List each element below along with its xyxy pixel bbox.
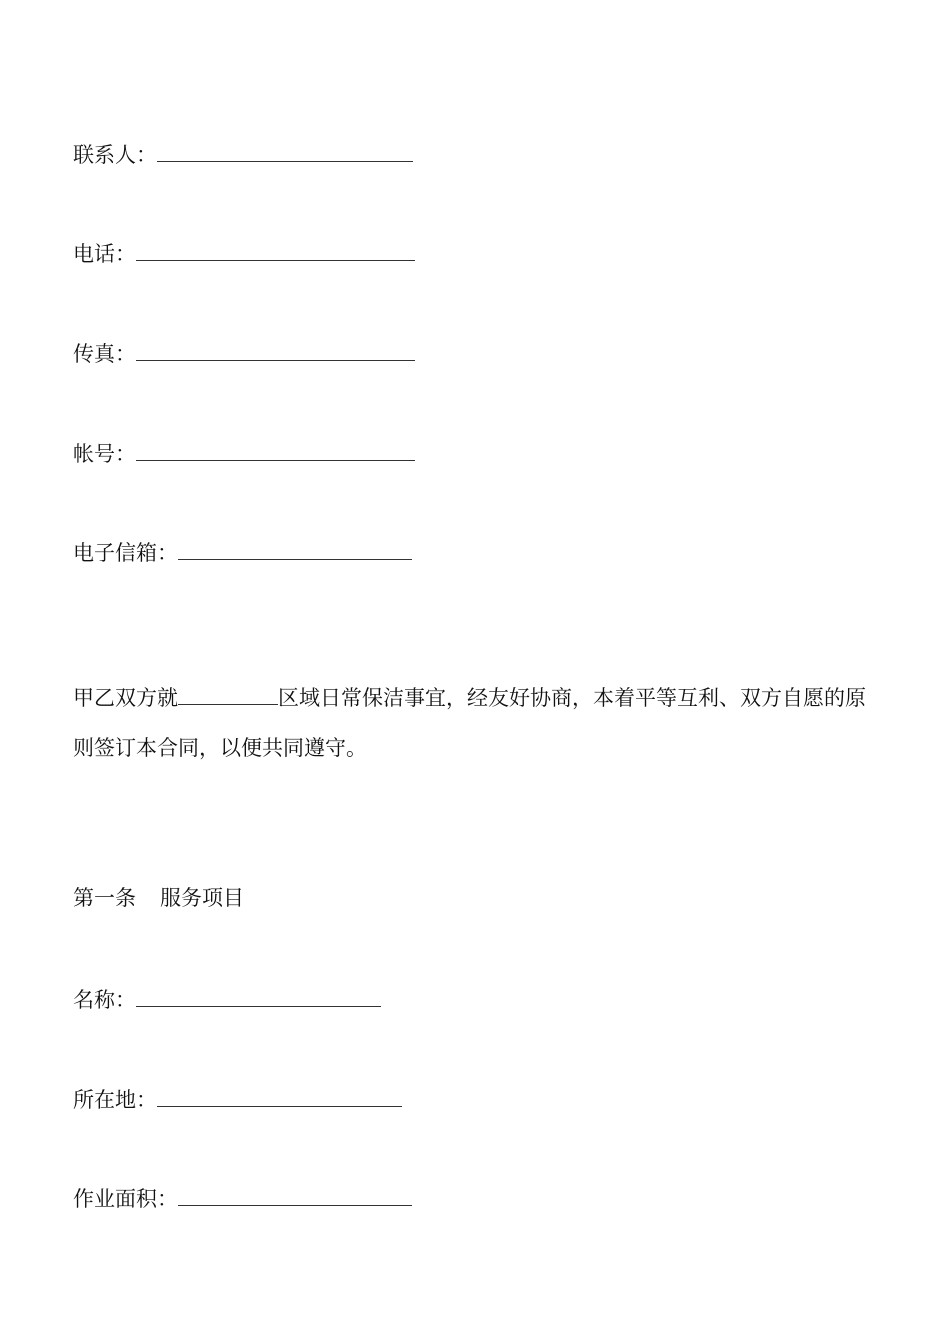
area-row [73,1183,412,1213]
account-row [73,438,415,468]
account-blank[interactable] [136,438,415,461]
fax-label: 传真： [73,342,136,366]
article-title: 服务项目 [160,886,244,910]
phone-label: 电话： [73,242,136,266]
email-label: 电子信箱： [73,541,178,565]
contact-blank[interactable] [157,139,413,162]
name-blank[interactable] [136,984,381,1007]
account-label: 帐号： [73,442,136,466]
contact-row [73,139,413,169]
phone-row [73,238,415,268]
fax-blank[interactable] [136,338,415,361]
name-row [73,984,381,1014]
location-blank[interactable] [157,1084,402,1107]
area-blank[interactable] [178,682,278,705]
email-row [73,537,412,567]
area-size-blank[interactable] [178,1183,412,1206]
fax-row [73,338,415,368]
article-number: 第一条 [73,886,136,910]
preamble-paragraph [73,673,883,773]
contact-label: 联系人： [73,143,157,167]
name-label: 名称： [73,988,136,1012]
preamble-text-1: 甲乙双方就 [73,686,178,710]
phone-blank[interactable] [136,238,415,261]
preamble-text-2: 区域日常保洁事宜，经友好协商，本着平等互利、双方自愿的原则签订本合同，以便共同遵守。 [73,686,866,760]
area-label: 作业面积： [73,1187,178,1211]
location-label: 所在地： [73,1088,157,1112]
article-1-heading [73,884,244,912]
location-row [73,1084,402,1114]
email-blank[interactable] [178,537,412,560]
